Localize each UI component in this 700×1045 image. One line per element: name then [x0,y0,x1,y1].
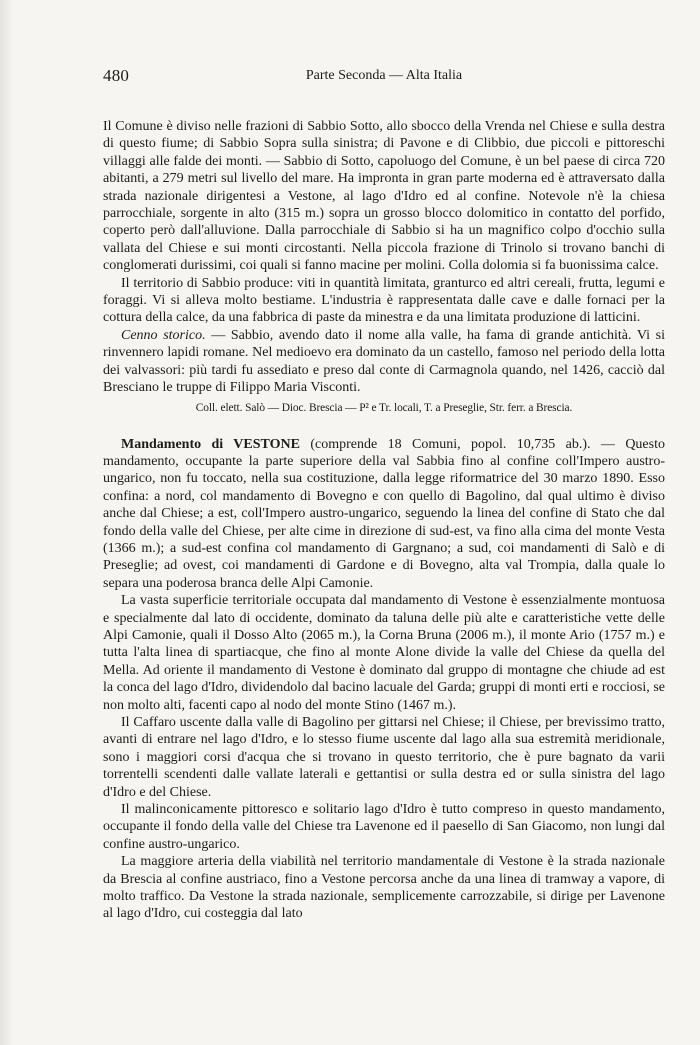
paragraph-viabilita: La maggiore arteria della viabilità nel territorio mandamentale di Vestone è la strada nazionale da Brescia al confine austriaco, fino a Vestone percorsa anche da una linea di tramway a vapore, di molto traffico. Da Vestone la strada nazionale, semplicemente carrozzabile, si dirige per Lavenone al lago d'Idro, cui costeggia dal lato [103,854,665,922]
mandamento-heading: Mandamento di VESTONE [121,436,300,452]
paragraph-territorio: Il territorio di Sabbio produce: viti in quantità limitata, granturco ed altri cereali, frutta, legumi e foraggi. Vi si alleva molto bestiame. L'industria è rappresentata dalle cave e dalle fornaci per la cottura della calce, da una fabbrica di paste da minestra e da una limitata produzione di latticini. [103,275,665,326]
paragraph-lago-idro: Il malinconicamente pittoresco e solitario lago d'Idro è tutto compreso in questo mandamento, occupante il fondo della valle del Chiese tra Lavenone ed il paesello di San Giacomo, non lungi dal confine austro-ungarico. [103,802,665,852]
cenno-storico-text: — Sabbio, avendo dato il nome alla valle, ha fama di grande antichità. Vi si rinvennero lapidi romane. Nel medioevo era dominato da un castello, famoso nel periodo della lotta dei valvassori: più tardi fu assediato e preso dal conte di Carmagnola quando, nel 1426, cacciò dal Bresciano le truppe di Filippo Maria Visconti. [103,327,665,396]
administrative-notes: Coll. elett. Salò — Dioc. Brescia — P² e Tr. locali, T. a Preseglie, Str. ferr. a Brescia. [195,401,573,414]
body-text [103,118,665,923]
running-head: Parte Seconda — Alta Italia [305,68,463,83]
paragraph-cenno-storico [103,327,665,397]
page-header [103,66,665,90]
paragraph-comune: Il Comune è diviso nelle frazioni di Sabbio Sotto, allo sbocco della Vrenda nel Chiese e sulla destra di questo fiume; di Sabbio Sopra sulla sinistra; di Pavone e di Clibbio, due piccoli e pittoreschi villaggi alle falde dei monti. — Sabbio di Sotto, capoluogo del Comune, è un bel paese di circa 720 abitanti, a 279 metri sul livello del mare. Ha impronta in gran parte moderna ed è attraversato dalla strada nazionale dirigentesi a Vestone, al lago d'Idro ed al confine. Notevole n'è la chiesa parrocchiale, sorgente in alto (315 m.) sopra un grosso blocco dolomitico in contatto del porfido, coperto però dall'alluvione. Dalla parrocchiale di Sabbio si ha un magnifico colpo d'occhio sulla vallata del Chiese e sui monti circostanti. Nella piccola frazione di Trinolo si trovano banchi di conglomerati durissimi, coi quali si fanno macine per molini. Colla dolomia si fa buonissima calce. [103,119,665,274]
page-number: 480 [103,66,130,85]
paragraph-mandamento-vestone [103,436,665,593]
paragraph-caffaro: Il Caffaro uscente dalla valle di Bagolino per gittarsi nel Chiese; il Chiese, per brevissimo tratto, avanti di entrare nel lago d'Idro, e lo stesso fiume uscente dal lago alla sua estremità meridionale, sono i maggiori corsi d'acqua che si trovano in questo territorio, che è pure bagnato da varii torrentelli scendenti dalle vallate laterali e gettantisi or sulla destra ed or sulla sinistra del lago d'Idro e del Chiese. [103,715,665,800]
paragraph-superficie: La vasta superficie territoriale occupata dal mandamento di Vestone è essenzialmente montuosa e specialmente dal lato di occidente, dominato da taluna delle più alte e caratteristiche vette delle Alpi Camonie, quali il Dosso Alto (2065 m.), la Corna Bruna (2006 m.), il monte Ario (1757 m.) e tutta l'alta linea di spartiacque, che fino al monte Alone divide la valle del Chiese da quella del Mella. Ad oriente il mandamento di Vestone è dominato dal gruppo di montagne che chiude ad est la conca del lago d'Idro, dividendolo dal bacino lacuale del Garda; gruppi di monti erti e rocciosi, se non molto alti, facenti capo al nodo del monte Stino (1467 m.). [103,593,665,713]
cenno-storico-heading: Cenno storico. [121,327,206,343]
mandamento-text: (comprende 18 Comuni, popol. 10,735 ab.). — Questo mandamento, occupante la parte superiore della val Sabbia fino al confine coll'Impero austro-ungarico, non fu toccato, nella sua costituzione, dalla legge riformatrice del 30 marzo 1890. Esso confina: a nord, col mandamento di Bovegno e con quello di Bagolino, dal qual ultimo è diviso anche dal Chiese; a est, coll'Impero austro-ungarico, seguendo la linea del confine di Stato che dal fondo della valle del Chiese, per alte cime in direzione di sud-est, va fino alla cima del monte Vesta (1366 m.); a sud-est confina col mandamento di Gargnano; a sud, coi mandamenti di Salò e di Preseglie; ad ovest, coi mandamenti di Gardone e di Bovegno, alta val Trompia, dalla quale lo separa una poderosa branca delle Alpi Camonie. [103,436,665,591]
page-edge-shadow [0,0,14,1045]
